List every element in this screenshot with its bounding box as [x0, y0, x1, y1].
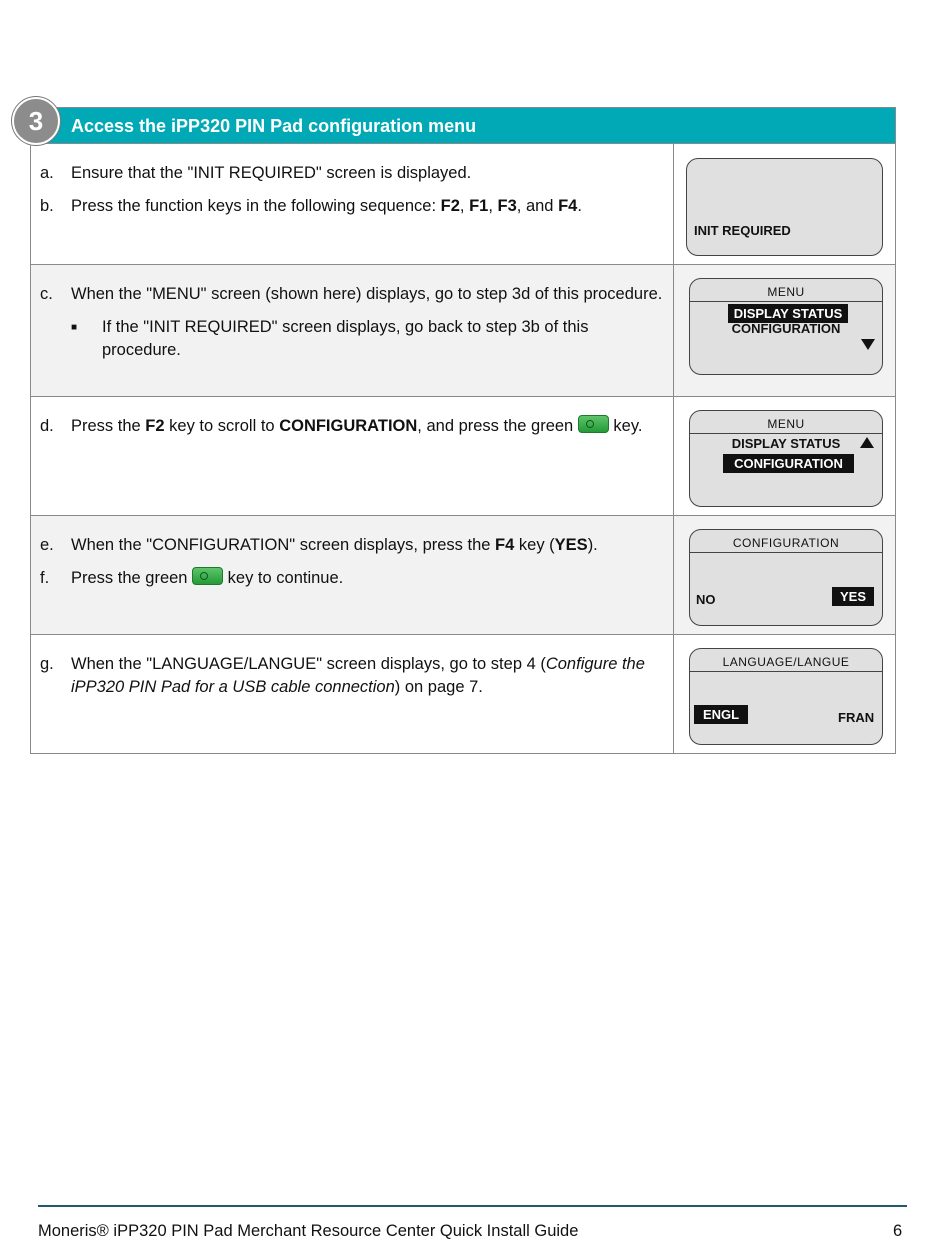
item-text: Ensure that the "INIT REQUIRED" screen is displayed.: [71, 164, 472, 182]
step-title: Access the iPP320 PIN Pad configuration menu: [71, 116, 477, 136]
step-number-badge: 3: [12, 97, 60, 145]
screen-divider: [690, 301, 882, 302]
screen-highlight: CONFIGURATION: [723, 454, 854, 473]
instruction-row-g: [30, 635, 896, 754]
screen-option-fran: FRAN: [838, 710, 875, 725]
instruction-text: [40, 415, 668, 448]
item-label: e.: [40, 536, 54, 554]
instruction-row-c: [30, 265, 896, 397]
item-label: a.: [40, 164, 54, 182]
scroll-up-icon: [860, 437, 874, 448]
item-label: d.: [40, 417, 54, 435]
pinpad-screen-menu: [689, 278, 883, 375]
item-text: Press the function keys in the following sequence: F2, F1, F3, and F4.: [71, 197, 582, 215]
instruction-row-ab: [30, 144, 896, 265]
instruction-item-f: [40, 567, 668, 590]
item-text: When the "CONFIGURATION" screen displays, press the F4 key (YES).: [71, 536, 598, 554]
screen-line: DISPLAY STATUS: [731, 436, 841, 451]
green-key-icon: [578, 415, 609, 433]
column-divider: [673, 144, 674, 264]
column-divider: [673, 397, 674, 515]
instruction-item-b: [40, 195, 668, 218]
item-text: When the "MENU" screen (shown here) displays, go to step 3d of this procedure.: [71, 285, 663, 303]
instruction-item-e: [40, 534, 668, 557]
pinpad-screen-init-required: [686, 158, 883, 256]
screen-option-engl: ENGL: [694, 705, 748, 724]
instruction-subitem: [71, 316, 668, 362]
column-divider: [673, 516, 674, 634]
column-divider: [673, 635, 674, 753]
item-label: f.: [40, 569, 50, 587]
item-text: Press the F2 key to scroll to CONFIGURATION, and press the green key.: [71, 417, 643, 435]
screen-option-yes: YES: [832, 587, 874, 606]
screen-line: CONFIGURATION: [731, 321, 841, 336]
instruction-item-a: [40, 162, 668, 185]
instruction-item-d: [40, 415, 668, 438]
item-text: When the "LANGUAGE/LANGUE" screen displays, go to step 4 (Configure the iPP320 PIN Pad for a USB cable connection) on page 7.: [71, 655, 645, 696]
instruction-text: [40, 162, 668, 228]
item-text: Press the green key to continue.: [71, 569, 344, 587]
screen-title: LANGUAGE/LANGUE: [722, 655, 850, 669]
screen-line: INIT REQUIRED: [694, 223, 791, 238]
page-number: 6: [893, 1222, 903, 1240]
instruction-row-ef: [30, 516, 896, 635]
instruction-item-g: [40, 653, 668, 699]
instruction-item-c: [40, 283, 668, 306]
screen-divider: [690, 552, 882, 553]
scroll-down-icon: [861, 339, 875, 350]
screen-option-no: NO: [696, 592, 716, 607]
item-label: b.: [40, 197, 54, 215]
pinpad-screen-language: [689, 648, 883, 745]
column-divider: [673, 265, 674, 396]
green-key-icon: [192, 567, 223, 585]
item-text: If the "INIT REQUIRED" screen displays, go back to step 3b of this procedure.: [102, 318, 589, 359]
screen-divider: [690, 433, 882, 434]
screen-title: CONFIGURATION: [732, 536, 840, 550]
instruction-text: [40, 534, 668, 600]
screen-title: MENU: [767, 285, 805, 299]
footer-title: Moneris® iPP320 PIN Pad Merchant Resource Center Quick Install Guide: [38, 1222, 579, 1240]
screen-highlight: DISPLAY STATUS: [728, 304, 848, 323]
instruction-text: [40, 283, 668, 362]
screen-divider: [690, 671, 882, 672]
item-label: c.: [40, 285, 53, 303]
item-label: g.: [40, 655, 54, 673]
pinpad-screen-configuration: [689, 529, 883, 626]
pinpad-screen-menu-configuration: [689, 410, 883, 507]
bullet-icon: ■: [71, 322, 78, 333]
step-header: [30, 107, 896, 144]
instruction-row-d: [30, 397, 896, 516]
instruction-text: [40, 653, 668, 709]
footer-rule: [38, 1205, 907, 1207]
screen-title: MENU: [767, 417, 805, 431]
